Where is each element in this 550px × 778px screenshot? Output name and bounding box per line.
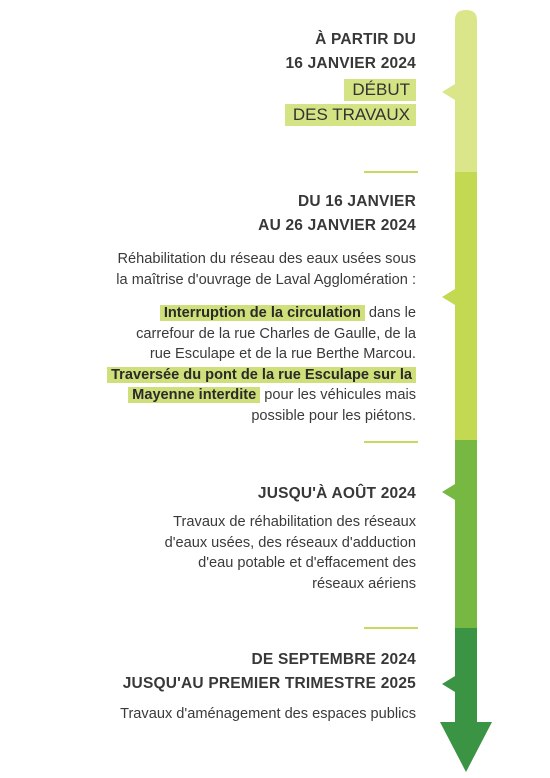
phase-3-date — [165, 482, 416, 506]
timeline-segment-4 — [440, 628, 492, 772]
road-closure-highlight: Interruption de la circulation — [160, 305, 365, 321]
phase-2-detail-line-5-rest: pour les véhicules mais — [260, 387, 416, 403]
phase-3-date-line-1: JUSQU'À AOÛT 2024 — [257, 485, 416, 502]
phase-4-description — [120, 704, 416, 725]
phase-2-detail-line-3: rue Esculape et de la rue Berthe Marcou. — [149, 346, 416, 362]
bridge-crossing-highlight-2: Mayenne interdite — [128, 387, 260, 403]
phase-1-date-line-1: À PARTIR DU — [315, 31, 416, 48]
phase-3 — [165, 482, 416, 594]
milestone-line-1: DÉBUT — [344, 79, 416, 101]
phase-4-date — [120, 648, 416, 696]
phase-3-description — [165, 512, 416, 594]
phase-3-line-3: d'eau potable et d'effacement des — [198, 555, 416, 571]
phase-4-line-1: Travaux d'aménagement des espaces publics — [120, 706, 416, 722]
separator-3 — [364, 627, 418, 629]
phase-2-date-line-1: DU 16 JANVIER — [297, 193, 416, 210]
phase-2-detail-line-2: carrefour de la rue Charles de Gaulle, de la — [136, 325, 416, 342]
phase-3-line-1: Travaux de réhabilitation des réseaux — [173, 514, 416, 530]
phase-3-line-2: d'eaux usées, des réseaux d'adduction — [164, 534, 416, 551]
phase-2 — [107, 190, 416, 426]
phase-2-date — [107, 190, 416, 238]
phase-2-detail-line-4 — [107, 365, 416, 386]
timeline-segment-2 — [442, 172, 477, 440]
phase-1 — [285, 28, 416, 126]
phase-1-date — [285, 28, 416, 76]
phase-2-detail — [107, 303, 416, 426]
phase-4-date-line-1: DE SEPTEMBRE 2024 — [251, 651, 416, 668]
separator-2 — [364, 441, 418, 443]
phase-2-detail-line-5 — [107, 385, 416, 406]
timeline-segment-1 — [442, 10, 477, 172]
phase-2-date-line-2: AU 26 JANVIER 2024 — [258, 217, 416, 234]
phase-2-intro-line-1: Réhabilitation du réseau des eaux usées sous — [117, 251, 416, 267]
bridge-crossing-highlight-1: Traversée du pont de la rue Esculape sur la — [107, 367, 416, 383]
phase-4 — [120, 648, 416, 725]
phase-2-detail-line-6: possible pour les piétons. — [251, 407, 416, 424]
phase-2-detail-line-1 — [107, 303, 416, 324]
timeline-segment-3 — [442, 440, 477, 628]
separator-1 — [364, 171, 418, 173]
milestone-label — [285, 76, 416, 126]
phase-4-date-line-2: JUSQU'AU PREMIER TRIMESTRE 2025 — [122, 675, 416, 692]
phase-1-date-line-2: 16 JANVIER 2024 — [285, 55, 416, 72]
phase-2-detail-line-1-rest: dans le — [364, 305, 416, 321]
phase-2-intro — [107, 249, 416, 290]
phase-2-intro-line-2: la maîtrise d'ouvrage de Laval Agglomération : — [116, 271, 416, 288]
milestone-line-2: DES TRAVAUX — [285, 104, 416, 126]
phase-3-line-4: réseaux aériens — [312, 575, 416, 592]
